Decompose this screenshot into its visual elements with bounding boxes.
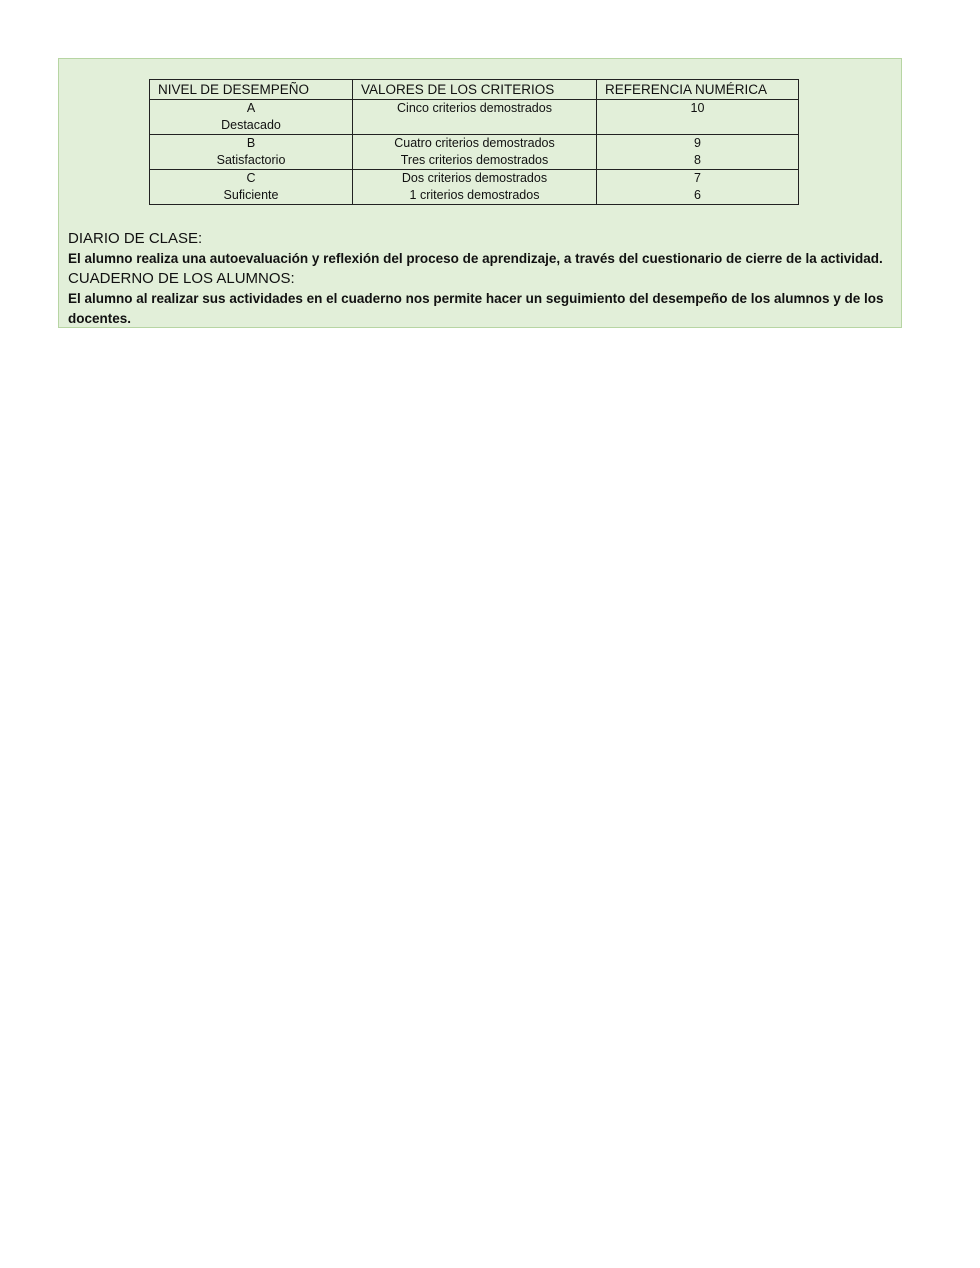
section-diario-de-clase: [68, 229, 894, 269]
score-cell: [597, 170, 799, 205]
rubric-header-row: [150, 80, 799, 100]
rubric-row-a: [150, 100, 799, 135]
level-letter: A: [246, 101, 256, 115]
rubric-row-c: [150, 170, 799, 205]
criteria-value: Cinco criterios demostrados: [397, 101, 552, 115]
criteria-cell: [353, 170, 597, 205]
section-text: El alumno al realizar sus actividades en el cuaderno nos permite hacer un seguimiento del desempeño de los alumnos y de los docentes.: [68, 291, 884, 326]
score-value: 6: [694, 187, 701, 202]
level-cell: [150, 100, 353, 135]
score-value: 7: [694, 171, 701, 185]
rubric-table: [149, 79, 799, 205]
criteria-value: 1 criterios demostrados: [409, 187, 540, 202]
criteria-value: Dos criterios demostrados: [401, 171, 548, 185]
section-cuaderno-de-los-alumnos: [68, 269, 894, 329]
level-cell: [150, 170, 353, 205]
criteria-value: Cuatro criterios demostrados: [394, 136, 555, 150]
level-name: Suficiente: [223, 187, 279, 202]
score-cell: [597, 100, 799, 135]
rubric-row-b: [150, 135, 799, 170]
criteria-cell: [353, 100, 597, 135]
header-valores: VALORES DE LOS CRITERIOS: [353, 80, 597, 100]
header-nivel: NIVEL DE DESEMPEÑO: [150, 80, 353, 100]
level-cell: [150, 135, 353, 170]
section-text: El alumno realiza una autoevaluación y reflexión del proceso de aprendizaje, a través del cuestionario de cierre de la actividad.: [68, 251, 883, 266]
section-title: CUADERNO DE LOS ALUMNOS:: [68, 270, 295, 287]
header-referencia: REFERENCIA NUMÉRICA: [597, 80, 799, 100]
criteria-value: Tres criterios demostrados: [400, 152, 549, 167]
criteria-cell: [353, 135, 597, 170]
score-value: 10: [690, 101, 705, 115]
score-cell: [597, 135, 799, 170]
level-letter: B: [246, 136, 256, 150]
evaluation-panel: [58, 58, 902, 328]
evidence-sections: [68, 229, 894, 329]
section-title: DIARIO DE CLASE:: [68, 230, 203, 247]
score-value: 8: [694, 152, 701, 167]
level-letter: C: [246, 171, 256, 185]
level-name: Satisfactorio: [216, 152, 286, 167]
score-value: 9: [694, 136, 701, 150]
level-name: Destacado: [221, 117, 281, 132]
